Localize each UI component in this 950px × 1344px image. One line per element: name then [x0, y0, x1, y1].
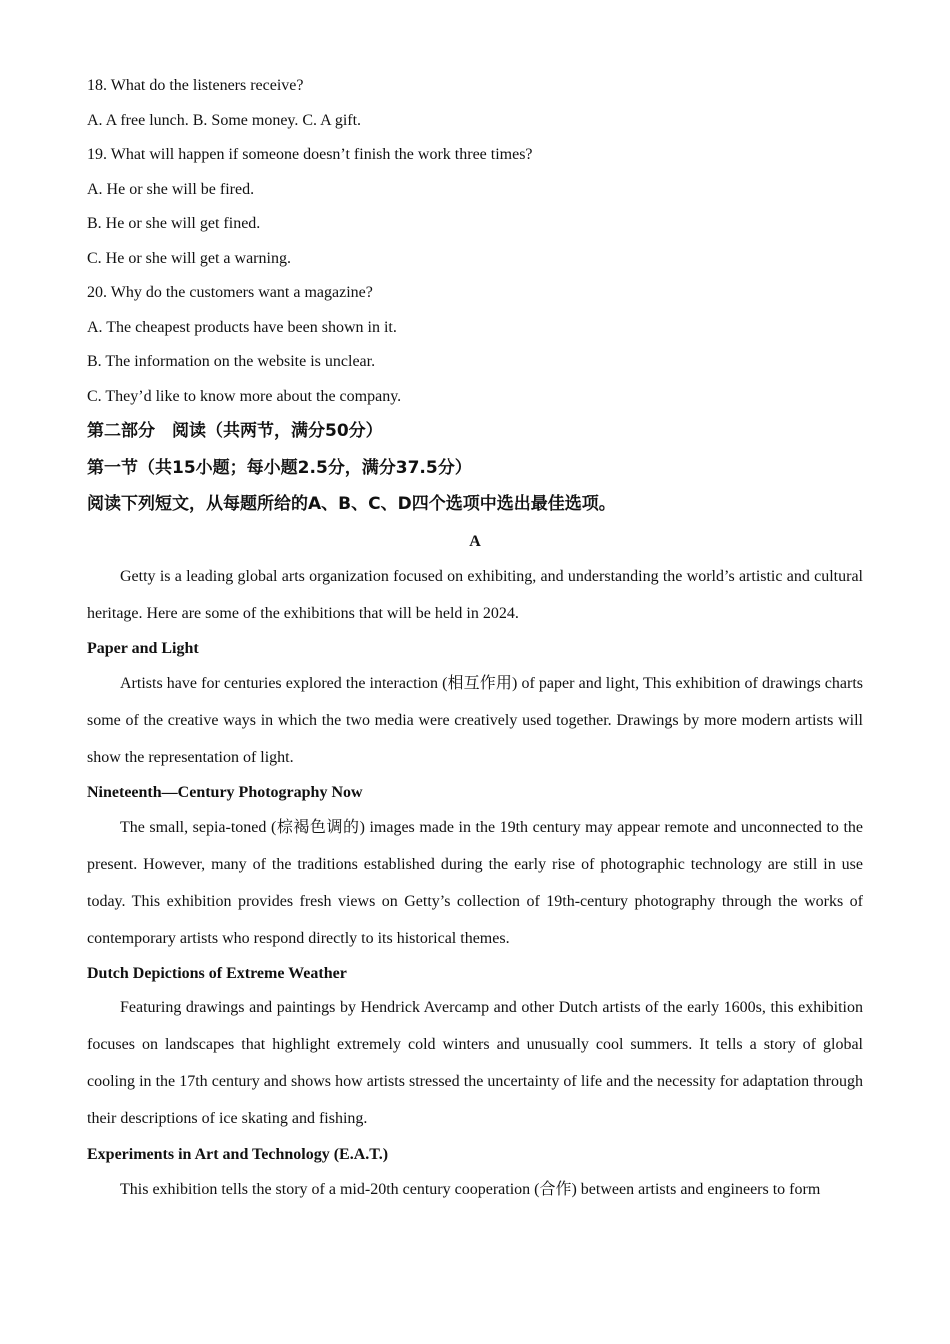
question-19-option-c: C. He or she will get a warning.: [87, 250, 291, 267]
exhibition-title: Paper and Light: [87, 640, 199, 657]
reading-instruction: 阅读下列短文，从每题所给的A、B、C、D四个选项中选出最佳选项。: [87, 494, 616, 514]
question-20-option-c: C. They’d like to know more about the company.: [87, 388, 402, 405]
exhibition-text: Artists have for centuries explored the interaction (相互作用) of paper and light, This exhibition of drawings charts some of the creative ways in which the two media were creatively used together. Drawings by more modern artists will show the representation of light.: [87, 675, 863, 766]
question-20-option-a: A. The cheapest products have been shown in it.: [87, 319, 397, 336]
exhibition-text: This exhibition tells the story of a mid-20th century cooperation (合作) between artists and engineers to form: [120, 1181, 821, 1198]
exhibition-text: The small, sepia-toned (棕褐色调的) images made in the 19th century may appear remote and unconnected to the present. However, many of the traditions established during the early rise of photographic technology are still in use today. This exhibition provides fresh views on Getty’s collection of 19th-century photography through the works of contemporary artists who respond directly to its historical themes.: [87, 819, 863, 947]
question-19: 19. What will happen if someone doesn’t finish the work three times?: [87, 146, 533, 163]
question-20: 20. Why do the customers want a magazine?: [87, 284, 373, 301]
question-18: 18. What do the listeners receive?: [87, 77, 304, 94]
exhibition-title: Experiments in Art and Technology (E.A.T.): [87, 1146, 389, 1163]
question-19-option-a: A. He or she will be fired.: [87, 181, 255, 198]
exhibition-title: Nineteenth—Century Photography Now: [87, 784, 363, 801]
question-18-options: A. A free lunch. B. Some money. C. A gift.: [87, 112, 362, 129]
passage-label: A: [469, 533, 481, 550]
section-heading: 第一节（共15小题；每小题2.5分，满分37.5分）: [87, 458, 472, 478]
question-20-option-b: B. The information on the website is unclear.: [87, 353, 376, 370]
exhibition-text: Featuring drawings and paintings by Hendrick Avercamp and other Dutch artists of the early 1600s, this exhibition focuses on landscapes that highlight extremely cold winters and unusually cool summers. It tells a story of global cooling in the 17th century and shows how artists stressed the uncertainty of life and the necessity for adaptation through their descriptions of ice skating and fishing.: [87, 999, 863, 1127]
question-19-option-b: B. He or she will get fined.: [87, 215, 261, 232]
passage-intro: Getty is a leading global arts organization focused on exhibiting, and understanding the world’s artistic and cultural heritage. Here are some of the exhibitions that will be held in 2024.: [87, 568, 863, 622]
exhibition-title: Dutch Depictions of Extreme Weather: [87, 965, 347, 982]
part-heading: 第二部分 阅读（共两节，满分50分）: [87, 421, 383, 441]
